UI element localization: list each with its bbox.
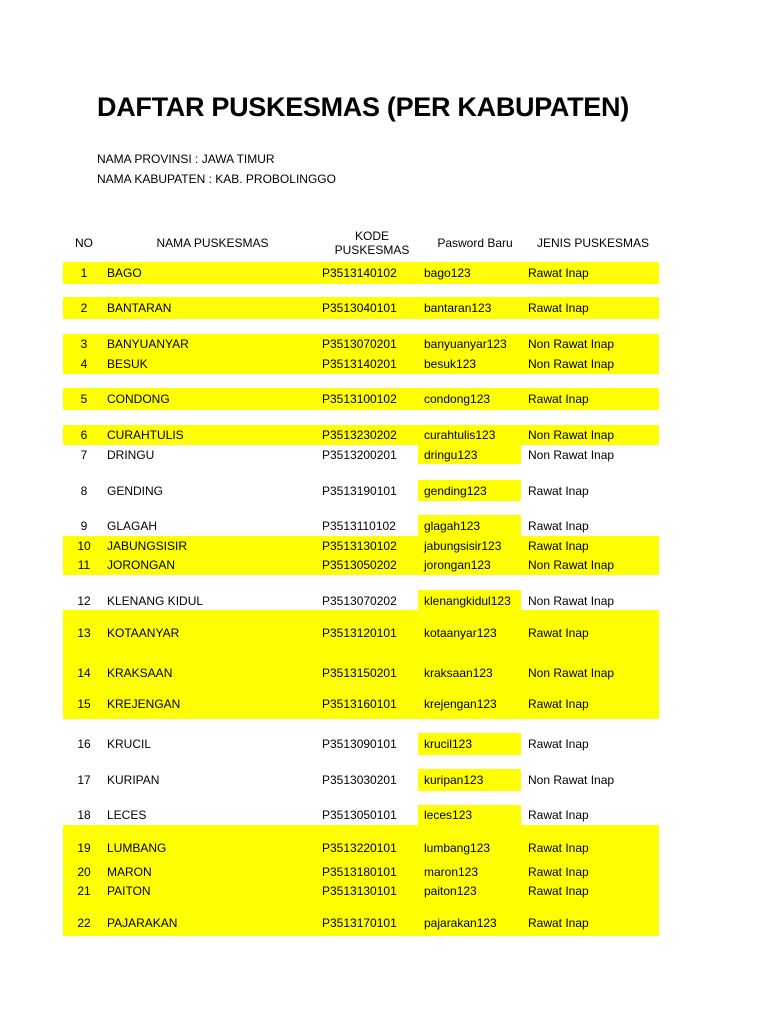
- cell-jenis: Rawat Inap: [528, 392, 589, 406]
- cell-kode: P3513150201: [322, 666, 397, 680]
- cell-jenis: Rawat Inap: [528, 883, 589, 898]
- table-row: [63, 825, 659, 862]
- cell-no: 14: [77, 666, 91, 680]
- cell-kode: P3513130101: [322, 883, 397, 898]
- table-row: [63, 515, 659, 536]
- cell-nama: GENDING: [107, 483, 164, 498]
- cell-nama: LUMBANG: [107, 841, 167, 855]
- cell-jenis: Rawat Inap: [528, 266, 589, 280]
- cell-jenis: Non Rawat Inap: [528, 773, 615, 787]
- cell-kode: P3513170101: [322, 916, 397, 930]
- cell-nama: DRINGU: [107, 447, 155, 462]
- cell-no: 13: [77, 626, 91, 640]
- cell-no: 21: [77, 883, 91, 898]
- cell-password: kuripan123: [424, 773, 484, 787]
- cell-jenis: Rawat Inap: [528, 301, 589, 315]
- cell-nama: CURAHTULIS: [107, 428, 184, 442]
- cell-kode: P3513050202: [322, 558, 397, 572]
- cell-nama: BAGO: [107, 266, 142, 280]
- cell-no: 8: [80, 483, 88, 498]
- cell-kode: P3513130102: [322, 538, 397, 553]
- cell-nama: BANTARAN: [107, 301, 172, 315]
- cell-no: 18: [77, 808, 91, 822]
- table-row: [63, 262, 659, 284]
- cell-nama: KRAKSAAN: [107, 666, 173, 680]
- cell-nama: KOTAANYAR: [107, 626, 180, 640]
- cell-kode: P3513230202: [322, 428, 397, 442]
- cell-no: 22: [77, 916, 91, 930]
- cell-kode: P3513200201: [322, 447, 397, 462]
- cell-password: curahtulis123: [424, 428, 496, 442]
- cell-jenis: Rawat Inap: [528, 697, 589, 711]
- table-row: [63, 769, 659, 791]
- cell-kode: P3513140201: [322, 356, 397, 371]
- table-row: [63, 900, 659, 936]
- cell-password: glagah123: [424, 518, 481, 533]
- cell-password: condong123: [424, 392, 491, 406]
- cell-kode: P3513110102: [322, 518, 396, 533]
- cell-password: jorongan123: [424, 558, 491, 572]
- cell-nama: KREJENGAN: [107, 697, 181, 711]
- cell-kode: P3513040101: [322, 301, 397, 315]
- cell-jenis: Non Rawat Inap: [528, 447, 615, 462]
- cell-kode: P3513120101: [322, 626, 397, 640]
- header-kode-line2: PUSKESMAS: [334, 243, 410, 257]
- cell-jenis: Rawat Inap: [528, 841, 589, 855]
- cell-no: 9: [80, 518, 88, 533]
- cell-nama: KRUCIL: [107, 737, 152, 751]
- header-no: NO: [75, 236, 93, 250]
- cell-no: 19: [77, 841, 91, 855]
- cell-nama: GLAGAH: [107, 518, 158, 533]
- cell-nama: PAITON: [107, 883, 151, 898]
- cell-no: 10: [77, 538, 91, 553]
- cell-nama: JORONGAN: [107, 558, 176, 572]
- cell-password: bantaran123: [424, 301, 492, 315]
- table-row: [63, 334, 659, 353]
- cell-jenis: Rawat Inap: [528, 518, 589, 533]
- page-title: DAFTAR PUSKESMAS (PER KABUPATEN): [97, 92, 629, 122]
- cell-jenis: Non Rawat Inap: [528, 428, 615, 442]
- cell-password: pajarakan123: [424, 916, 497, 930]
- cell-jenis: Rawat Inap: [528, 737, 589, 751]
- cell-jenis: Rawat Inap: [528, 808, 589, 822]
- cell-kode: P3513090101: [322, 737, 397, 751]
- cell-password: dringu123: [424, 447, 478, 462]
- cell-kode: P3513180101: [322, 864, 397, 879]
- cell-jenis: Rawat Inap: [528, 538, 589, 553]
- cell-jenis: Rawat Inap: [528, 483, 589, 498]
- cell-nama: KURIPAN: [107, 773, 160, 787]
- cell-kode: P3513220101: [322, 841, 397, 855]
- cell-jenis: Non Rawat Inap: [528, 356, 615, 371]
- table-row: [63, 425, 659, 445]
- cell-no: 3: [80, 336, 88, 351]
- cell-password: bago123: [424, 266, 471, 280]
- cell-password: maron123: [424, 864, 479, 879]
- header-kode: [322, 229, 422, 257]
- cell-no: 2: [80, 301, 88, 315]
- cell-password: jabungsisir123: [424, 538, 502, 553]
- cell-kode: P3513070202: [322, 594, 397, 608]
- table-row: [63, 590, 659, 612]
- cell-nama: PAJARAKAN: [107, 916, 178, 930]
- cell-no: 20: [77, 864, 91, 879]
- cell-password: paiton123: [424, 883, 477, 898]
- cell-nama: LECES: [107, 808, 147, 822]
- cell-jenis: Rawat Inap: [528, 916, 589, 930]
- table-row: [63, 881, 659, 900]
- cell-password: gending123: [424, 483, 487, 498]
- kabupaten-label: NAMA KABUPATEN : KAB. PROBOLINGGO: [97, 172, 336, 186]
- table-row: [63, 297, 659, 319]
- cell-kode: P3513140102: [322, 266, 397, 280]
- cell-no: 16: [77, 737, 91, 751]
- cell-password: kraksaan123: [424, 666, 493, 680]
- cell-nama: CONDONG: [107, 392, 170, 406]
- cell-no: 4: [80, 356, 88, 371]
- table-row: [63, 555, 659, 575]
- cell-no: 7: [80, 447, 88, 462]
- cell-jenis: Non Rawat Inap: [528, 558, 615, 572]
- cell-nama: BANYUANYAR: [107, 336, 189, 351]
- table-row: [63, 662, 659, 684]
- cell-password: lumbang123: [424, 841, 491, 855]
- cell-jenis: Rawat Inap: [528, 626, 589, 640]
- header-nama: NAMA PUSKESMAS: [156, 236, 269, 250]
- cell-jenis: Non Rawat Inap: [528, 336, 615, 351]
- cell-nama: BESUK: [107, 356, 148, 371]
- cell-no: 11: [77, 558, 91, 572]
- cell-nama: JABUNGSISIR: [107, 538, 188, 553]
- cell-jenis: Non Rawat Inap: [528, 594, 615, 608]
- cell-password: kotaanyar123: [424, 626, 497, 640]
- cell-jenis: Rawat Inap: [528, 864, 589, 879]
- cell-password: banyuanyar123: [424, 336, 507, 351]
- table-row: [63, 684, 659, 719]
- cell-nama: MARON: [107, 864, 152, 879]
- header-kode-line1: KODE: [354, 229, 389, 243]
- table-row: [63, 353, 659, 374]
- table-row: [63, 805, 659, 825]
- cell-kode: P3513050101: [322, 808, 397, 822]
- cell-kode: P3513190101: [322, 483, 397, 498]
- cell-kode: P3513160101: [322, 697, 397, 711]
- table-row: [63, 388, 659, 410]
- table-row: [63, 536, 659, 555]
- cell-password: krucil123: [424, 737, 473, 751]
- cell-password: leces123: [424, 808, 473, 822]
- cell-no: 5: [80, 392, 88, 406]
- table-row: [63, 733, 659, 755]
- cell-kode: P3513100102: [322, 392, 397, 406]
- cell-no: 15: [77, 697, 91, 711]
- cell-no: 17: [77, 773, 91, 787]
- provinsi-label: NAMA PROVINSI : JAWA TIMUR: [97, 152, 275, 166]
- cell-no: 6: [80, 428, 88, 442]
- table-row: [63, 862, 659, 881]
- header-jenis: JENIS PUSKESMAS: [536, 236, 650, 250]
- cell-password: klenangkidul123: [424, 594, 511, 608]
- table-row: [63, 610, 659, 662]
- header-password: Pasword Baru: [437, 236, 513, 250]
- cell-password: besuk123: [424, 356, 477, 371]
- cell-jenis: Non Rawat Inap: [528, 666, 615, 680]
- cell-kode: P3513030201: [322, 773, 397, 787]
- cell-nama: KLENANG KIDUL: [107, 594, 204, 608]
- table-row: [63, 445, 659, 464]
- cell-password: krejengan123: [424, 697, 497, 711]
- cell-no: 12: [77, 594, 91, 608]
- cell-no: 1: [80, 266, 88, 280]
- cell-kode: P3513070201: [322, 336, 397, 351]
- table-row: [63, 480, 659, 501]
